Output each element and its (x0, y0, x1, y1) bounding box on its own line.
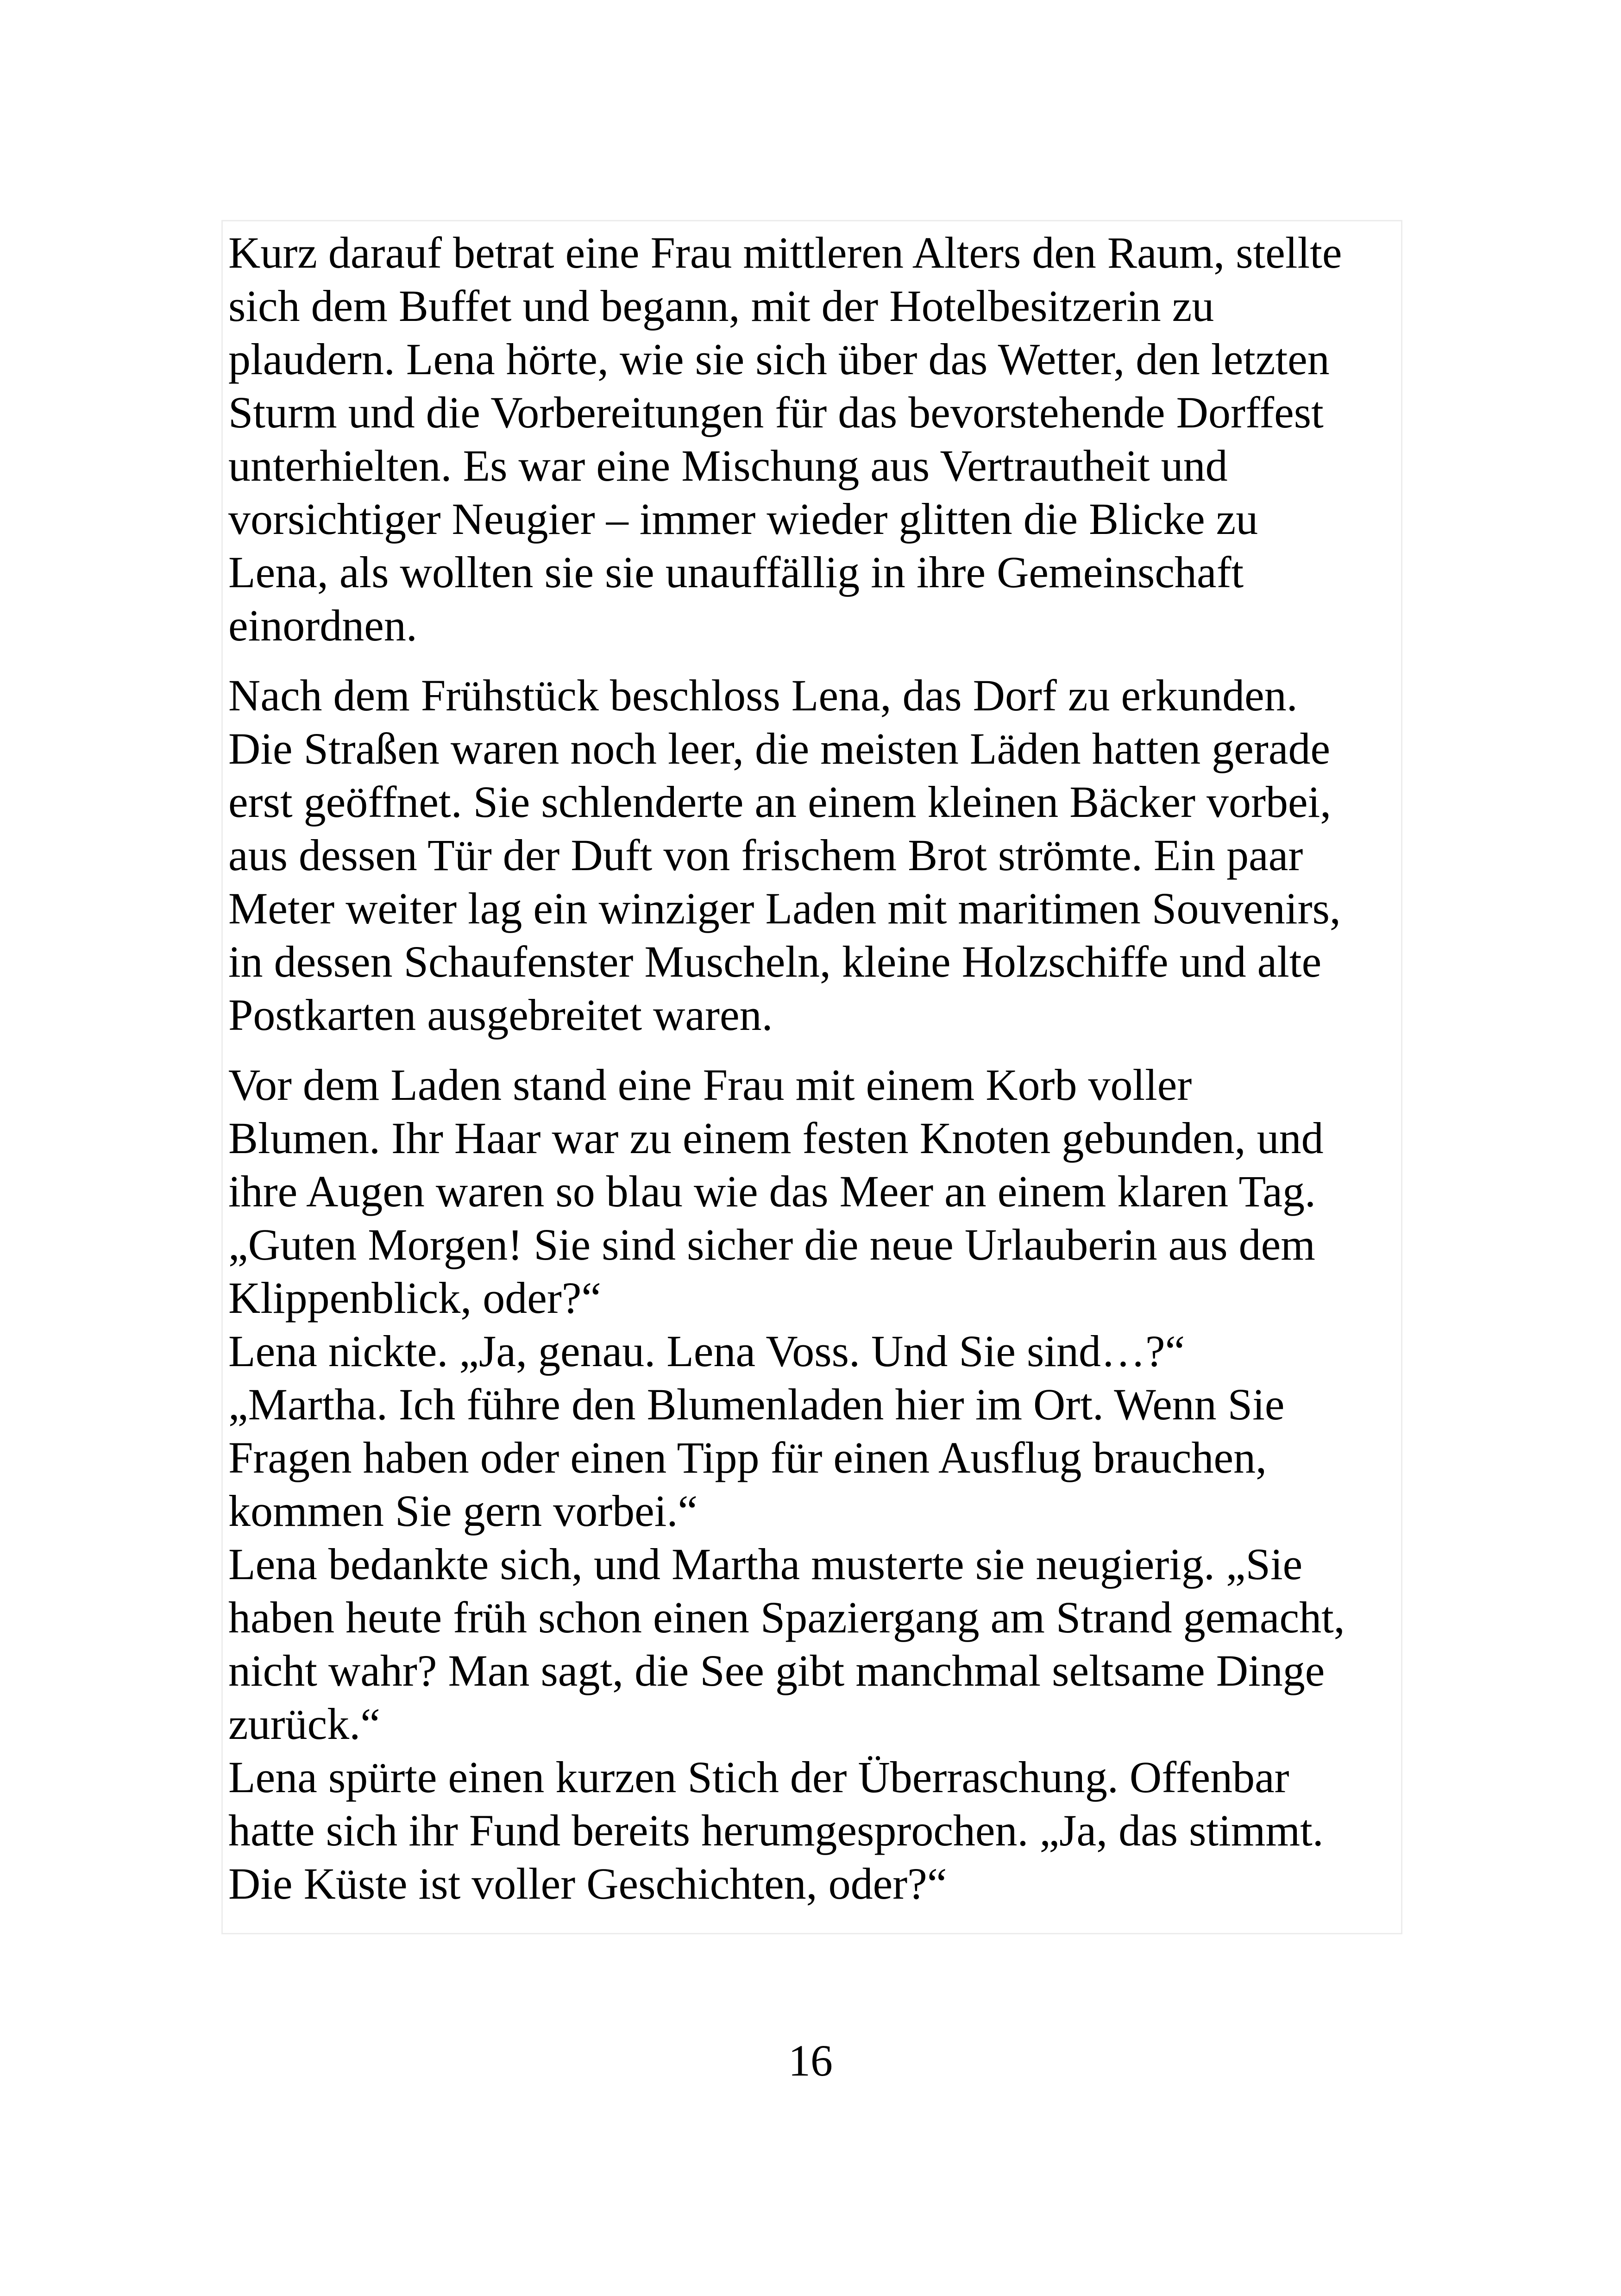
text-line: Lena nickte. „Ja, genau. Lena Voss. Und Sie sind…?“ (228, 1326, 1185, 1376)
text-line: einordnen. (228, 601, 417, 650)
text-line: Meter weiter lag ein winziger Laden mit maritimen Souvenirs, (228, 884, 1341, 933)
text-line: Lena, als wollten sie sie unauffällig in ihre Gemeinschaft (228, 547, 1244, 597)
text-line: Die Küste ist voller Geschichten, oder?“ (228, 1859, 947, 1908)
text-line: hatte sich ihr Fund bereits herumgesprochen. „Ja, das stimmt. (228, 1806, 1324, 1855)
text-line: sich dem Buffet und begann, mit der Hotelbesitzerin zu (228, 281, 1214, 331)
text-line: Vor dem Laden stand eine Frau mit einem Korb voller (228, 1060, 1192, 1110)
text-line: kommen Sie gern vorbei.“ (228, 1486, 698, 1536)
text-line: ihre Augen waren so blau wie das Meer an einem klaren Tag. (228, 1167, 1316, 1216)
text-line: Fragen haben oder einen Tipp für einen Ausflug brauchen, (228, 1433, 1267, 1482)
text-line: Kurz darauf betrat eine Frau mittleren Alters den Raum, stellte (228, 228, 1342, 277)
text-line: aus dessen Tür der Duft von frischem Brot strömte. Ein paar (228, 830, 1303, 880)
text-line: Lena bedankte sich, und Martha musterte sie neugierig. „Sie (228, 1539, 1303, 1589)
text-line: Blumen. Ihr Haar war zu einem festen Knoten gebunden, und (228, 1113, 1324, 1163)
paragraph (228, 226, 1395, 652)
text-line: zurück.“ (228, 1699, 380, 1749)
page-number: 16 (788, 2036, 833, 2085)
text-line: Sturm und die Vorbereitungen für das bevorstehende Dorffest (228, 388, 1324, 437)
text-line: „Martha. Ich führe den Blumenladen hier im Ort. Wenn Sie (228, 1380, 1285, 1429)
text-line: unterhielten. Es war eine Mischung aus Vertrautheit und (228, 441, 1228, 490)
text-line: nicht wahr? Man sagt, die See gibt manchmal seltsame Dinge (228, 1646, 1325, 1695)
text-frame (221, 220, 1402, 1934)
text-line: Klippenblick, oder?“ (228, 1273, 602, 1323)
paragraph (228, 1058, 1395, 1910)
text-line: Postkarten ausgebreitet waren. (228, 990, 773, 1040)
text-line: in dessen Schaufenster Muscheln, kleine Holzschiffe und alte (228, 937, 1322, 986)
text-line: haben heute früh schon einen Spaziergang am Strand gemacht, (228, 1593, 1345, 1642)
text-line: Lena spürte einen kurzen Stich der Überraschung. Offenbar (228, 1752, 1289, 1802)
text-line: plaudern. Lena hörte, wie sie sich über das Wetter, den letzten (228, 334, 1330, 384)
text-line: „Guten Morgen! Sie sind sicher die neue Urlauberin aus dem (228, 1220, 1315, 1269)
text-line: erst geöffnet. Sie schlenderte an einem kleinen Bäcker vorbei, (228, 777, 1332, 827)
text-line: vorsichtiger Neugier – immer wieder glitten die Blicke zu (228, 494, 1258, 544)
text-line: Nach dem Frühstück beschloss Lena, das Dorf zu erkunden. (228, 671, 1298, 720)
paragraph (228, 669, 1395, 1041)
text-line: Die Straßen waren noch leer, die meisten Läden hatten gerade (228, 724, 1331, 773)
